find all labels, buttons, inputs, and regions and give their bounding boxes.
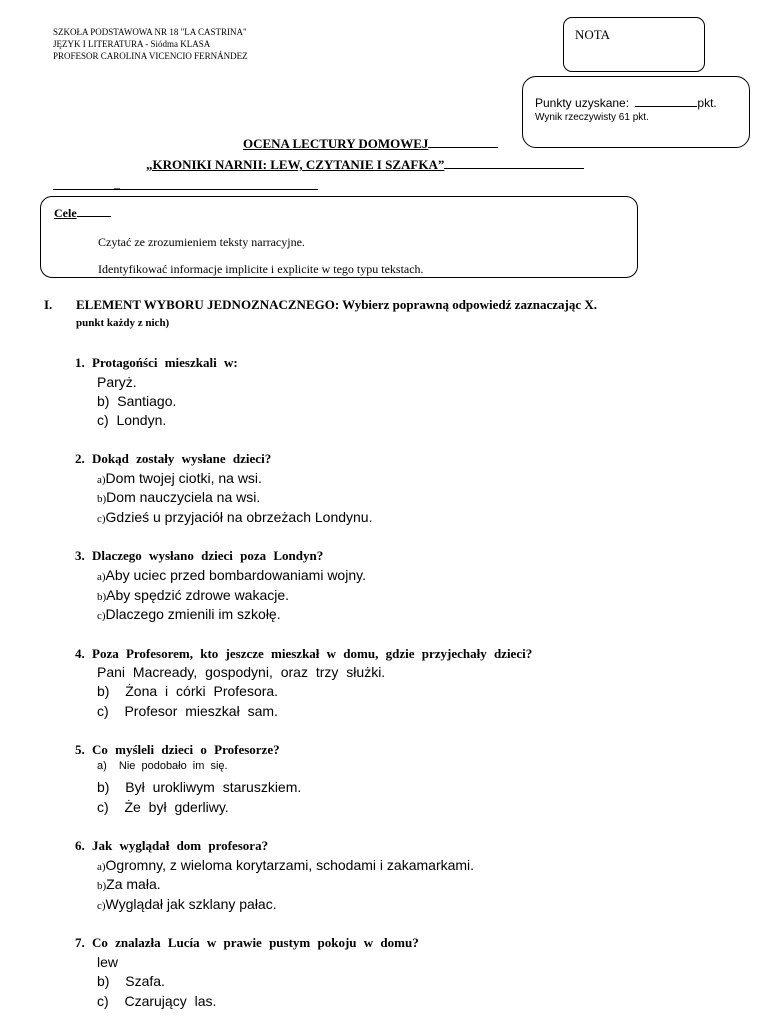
option-2c[interactable]: c)Gdzieś u przyjaciół na obrzeżach Londynu. bbox=[97, 509, 373, 525]
goals-box bbox=[40, 196, 638, 278]
option-6b[interactable]: b)Za mała. bbox=[97, 876, 161, 892]
points-line bbox=[535, 96, 717, 110]
school-name: SZKOŁA PODSTAWOWA NR 18 "LA CASTRINA" bbox=[53, 27, 247, 37]
title-line-3: _ bbox=[114, 176, 120, 190]
points-blank[interactable] bbox=[635, 106, 697, 107]
option-4b[interactable]: b) Żona i córki Profesora. bbox=[97, 683, 279, 699]
option-2b[interactable]: b)Dom nauczyciela na wsi. bbox=[97, 489, 261, 505]
grade-label: NOTA bbox=[575, 27, 611, 42]
section-subtitle: punkt każdy z nich) bbox=[76, 317, 170, 329]
goal-item: Identyfikować informacje implicite i explicite w tego typu tekstach. bbox=[98, 262, 424, 276]
option-5a[interactable]: a) Nie podobało im się. bbox=[97, 760, 228, 772]
option-1c[interactable]: c) Londyn. bbox=[97, 412, 167, 428]
option-1a[interactable]: Paryż. bbox=[97, 374, 137, 390]
result-line: Wynik rzeczywisty 61 pkt. bbox=[535, 112, 649, 123]
score-box bbox=[522, 76, 750, 148]
option-1b[interactable]: b) Santiago. bbox=[97, 393, 177, 409]
option-5c[interactable]: c) Że był gderliwy. bbox=[97, 799, 229, 815]
points-suffix: pkt. bbox=[697, 96, 717, 110]
option-5b[interactable]: b) Był urokliwym staruszkiem. bbox=[97, 779, 302, 795]
option-4c[interactable]: c) Profesor mieszkał sam. bbox=[97, 703, 278, 719]
section-number: I. bbox=[44, 297, 53, 312]
name-line[interactable] bbox=[53, 189, 318, 190]
option-7b[interactable]: b) Szafa. bbox=[97, 973, 165, 989]
question-3: 3. Dlaczego wysłano dzieci poza Londyn? bbox=[75, 548, 324, 563]
option-4a[interactable]: Pani Macready, gospodyni, oraz trzy służki. bbox=[97, 664, 386, 680]
option-6a[interactable]: a)Ogromny, z wieloma korytarzami, schodami i zakamarkami. bbox=[97, 857, 475, 873]
question-1: 1. Protagońści mieszkali w: bbox=[75, 355, 238, 370]
option-2a[interactable]: a)Dom twojej ciotki, na wsi. bbox=[97, 470, 262, 486]
goals-title: Cele bbox=[54, 206, 111, 221]
title-line-1: OCENA LECTURY DOMOWEJ bbox=[243, 136, 429, 151]
grade-box[interactable] bbox=[563, 17, 705, 72]
goal-item: Czytać ze zrozumieniem teksty narracyjne. bbox=[98, 235, 305, 249]
option-3b[interactable]: b)Aby spędzić zdrowe wakacje. bbox=[97, 587, 290, 603]
option-3c[interactable]: c)Dlaczego zmienili im szkołę. bbox=[97, 606, 281, 622]
title-underline-1 bbox=[428, 147, 498, 148]
title-line-2: „KRONIKI NARNII: LEW, CZYTANIE I SZAFKA” bbox=[146, 157, 445, 172]
page-subtitle bbox=[146, 157, 584, 173]
question-2: 2. Dokąd zostały wysłane dzieci? bbox=[75, 451, 272, 466]
question-5: 5. Co myśleli dzieci o Profesorze? bbox=[75, 742, 280, 757]
question-4: 4. Poza Profesorem, kto jeszcze mieszkał w domu, gdzie przyjechały dzieci? bbox=[75, 646, 533, 661]
school-header bbox=[53, 26, 248, 62]
question-6: 6. Jak wyglądał dom profesora? bbox=[75, 838, 269, 853]
section-title: ELEMENT WYBORU JEDNOZNACZNEGO: Wybierz poprawną odpowiedź zaznaczając X. bbox=[76, 297, 597, 312]
option-6c[interactable]: c)Wyglądał jak szklany pałac. bbox=[97, 896, 277, 912]
question-7: 7. Co znalazła Lucía w prawie pustym pokoju w domu? bbox=[75, 935, 419, 950]
teacher-name: PROFESOR CAROLINA VICENCIO FERNÁNDEZ bbox=[53, 51, 248, 61]
option-7a[interactable]: lew bbox=[97, 954, 119, 970]
option-7c[interactable]: c) Czarujący las. bbox=[97, 993, 217, 1009]
page-title bbox=[243, 136, 498, 152]
title-underline-2 bbox=[444, 168, 584, 169]
points-label: Punkty uzyskane: bbox=[535, 96, 630, 110]
option-3a[interactable]: a)Aby uciec przed bombardowaniami wojny. bbox=[97, 567, 366, 583]
subject-name: JĘZYK I LITERATURA - Siódma KLASA bbox=[53, 39, 211, 49]
